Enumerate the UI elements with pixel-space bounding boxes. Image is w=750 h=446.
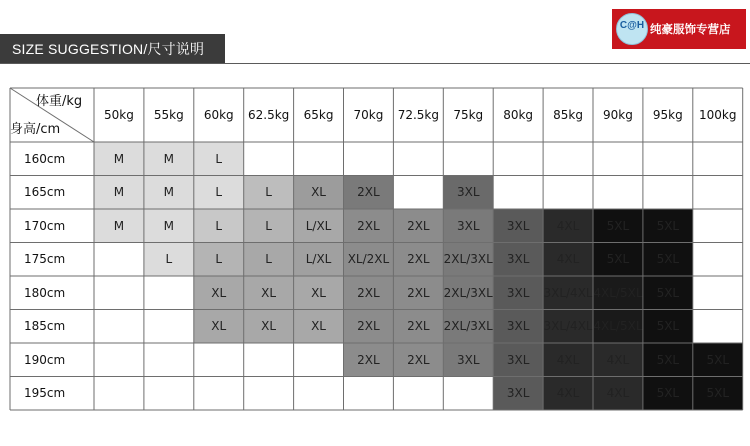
corner-height-label: 身高/cm (10, 122, 61, 137)
size-cell: L (244, 209, 294, 243)
size-cell: XL/2XL (344, 243, 394, 277)
height-header: 195cm (24, 386, 66, 401)
size-cell: L (244, 243, 294, 277)
size-cell: 3XL (443, 343, 493, 377)
height-header: 180cm (24, 285, 66, 300)
size-cell: 5XL (643, 310, 693, 344)
page-title: SIZE SUGGESTION/尺寸说明 (12, 41, 205, 57)
size-cell: XL (294, 176, 344, 210)
size-cell: 3XL/4XL (543, 310, 593, 344)
height-header: 175cm (24, 252, 66, 267)
size-cell: 5XL (643, 243, 693, 277)
size-cell: XL (244, 276, 294, 310)
height-header: 190cm (24, 352, 66, 367)
size-cell: 3XL (493, 310, 543, 344)
size-cell: 2XL/3XL (443, 243, 493, 277)
size-cell: M (94, 209, 144, 243)
size-cell: 3XL/4XL (543, 276, 593, 310)
size-cell: 4XL (543, 343, 593, 377)
brand-name: 纯豪服饰专营店 (650, 22, 731, 36)
size-cell: 5XL (593, 209, 643, 243)
weight-header: 55kg (153, 108, 184, 122)
size-cell: 3XL (493, 243, 543, 277)
size-cell: 3XL (493, 276, 543, 310)
size-cell: L (244, 176, 294, 210)
size-cell: M (144, 209, 194, 243)
height-header: 165cm (24, 185, 66, 200)
size-cell: 5XL (643, 343, 693, 377)
size-cell: 2XL/3XL (443, 310, 493, 344)
size-cell: 3XL (493, 343, 543, 377)
size-cell: 2XL/3XL (443, 276, 493, 310)
size-cell: 4XL (543, 209, 593, 243)
weight-header: 65kg (303, 108, 334, 122)
size-cell: L (194, 176, 244, 210)
size-cell: L (194, 142, 244, 176)
size-cell: 2XL (344, 343, 394, 377)
weight-header: 80kg (503, 108, 534, 122)
size-cell: XL (244, 310, 294, 344)
size-cell: 3XL (493, 209, 543, 243)
size-cell: 2XL (393, 243, 443, 277)
size-cell: 2XL (393, 276, 443, 310)
height-header: 160cm (24, 151, 66, 166)
size-cell: L (194, 243, 244, 277)
size-cell: 3XL (493, 377, 543, 411)
size-cell: 5XL (643, 209, 693, 243)
size-cell: 4XL (543, 243, 593, 277)
weight-header: 100kg (699, 108, 737, 122)
size-cell: 2XL (393, 310, 443, 344)
size-cell: 4XL/5XL (593, 276, 643, 310)
size-cell: 4XL (593, 377, 643, 411)
size-cell: 2XL (344, 209, 394, 243)
height-header: 185cm (24, 319, 66, 334)
size-cell: 5XL (643, 276, 693, 310)
size-cell: 2XL (393, 209, 443, 243)
weight-header: 60kg (203, 108, 234, 122)
weight-header: 90kg (603, 108, 633, 122)
size-cell: 3XL (443, 176, 493, 210)
size-cell: L (144, 243, 194, 277)
weight-header: 50kg (104, 108, 134, 122)
size-cell: XL (194, 276, 244, 310)
corner-weight-label: 体重/kg (36, 94, 83, 109)
weight-header: 95kg (652, 108, 683, 122)
size-cell: 5XL (693, 377, 743, 411)
size-cell: M (94, 176, 144, 210)
weight-header: 62.5kg (247, 108, 290, 122)
weight-header: 70kg (353, 108, 384, 122)
size-cell: 4XL/5XL (593, 310, 643, 344)
size-cell: 2XL (344, 176, 394, 210)
weight-header: 75kg (453, 108, 484, 122)
size-cell: 4XL (593, 343, 643, 377)
size-cell: XL (194, 310, 244, 344)
weight-header: 72.5kg (397, 108, 439, 122)
size-cell: L/XL (294, 243, 344, 277)
brand-logo-text: C@H (619, 20, 645, 31)
size-cell: 2XL (344, 310, 394, 344)
size-cell: 3XL (443, 209, 493, 243)
height-header: 170cm (24, 218, 66, 233)
size-cell: M (144, 176, 194, 210)
size-cell: XL (294, 310, 344, 344)
size-cell: 5XL (693, 343, 743, 377)
size-cell: 2XL (344, 276, 394, 310)
size-cell: 4XL (543, 377, 593, 411)
size-cell: 5XL (593, 243, 643, 277)
size-cell: 5XL (643, 377, 693, 411)
size-cell: L (194, 209, 244, 243)
size-cell: M (94, 142, 144, 176)
size-cell: 2XL (393, 343, 443, 377)
size-cell: M (144, 142, 194, 176)
size-cell: XL (294, 276, 344, 310)
weight-header: 85kg (553, 108, 583, 122)
size-cell: L/XL (294, 209, 344, 243)
